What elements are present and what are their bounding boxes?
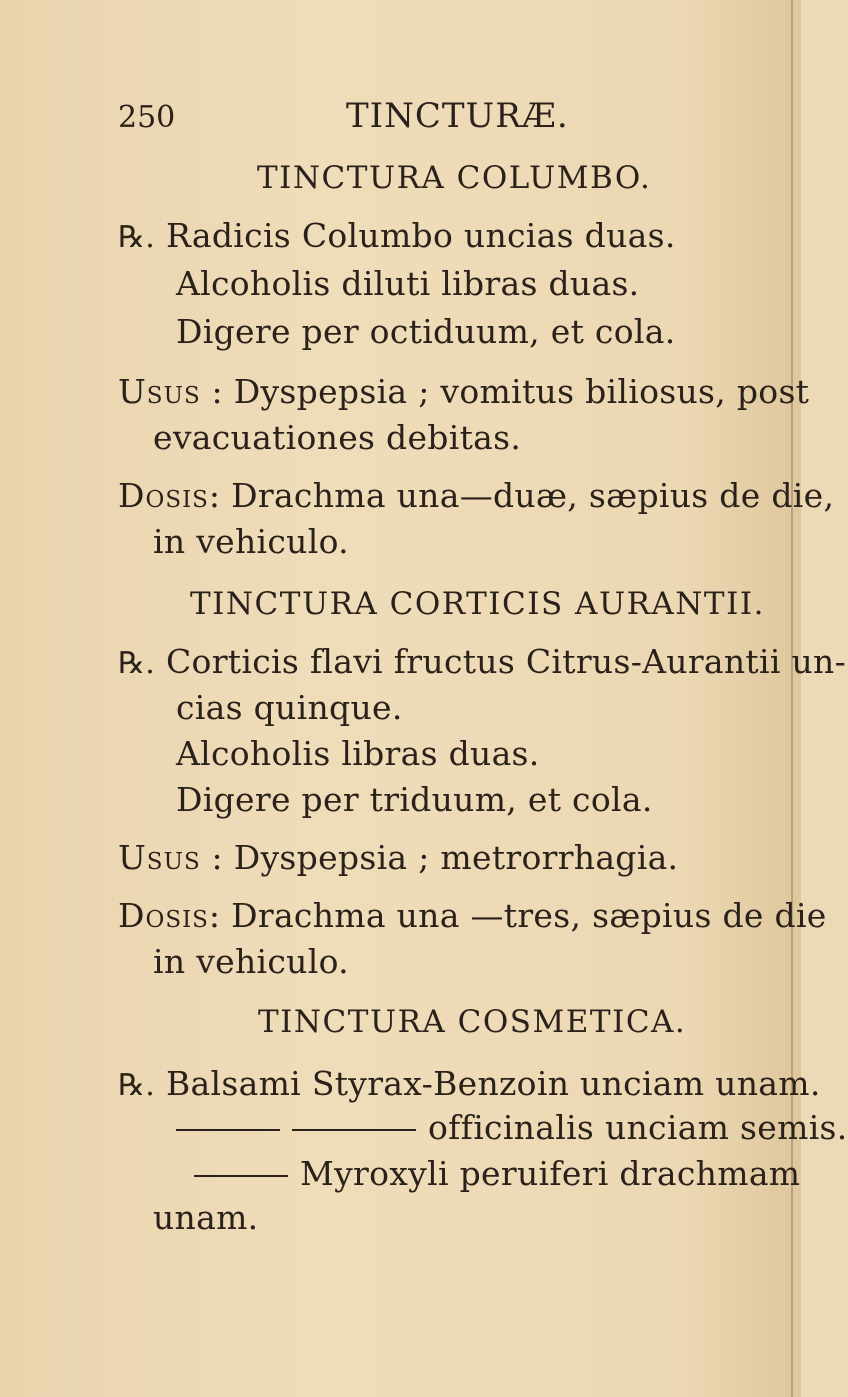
recipe-line: Alcoholis diluti libras duas. xyxy=(176,264,640,303)
running-title: TINCTURÆ. xyxy=(346,96,569,136)
usus-text: : Dyspepsia ; vomitus biliosus, post xyxy=(211,372,810,411)
recipe-text: Balsami Styrax-Benzoin unciam unam. xyxy=(166,1064,821,1103)
usus-text: : Dyspepsia ; metrorrhagia. xyxy=(211,838,679,877)
recipe-line xyxy=(194,1154,800,1194)
recipe-line: Digere per triduum, et cola. xyxy=(176,780,653,819)
recipe-text: Myroxyli peruiferi drachmam xyxy=(300,1154,801,1193)
section-heading-cosmetica: TINCTURA COSMETICA. xyxy=(258,1004,687,1040)
usus-continuation: evacuationes debitas. xyxy=(153,418,522,457)
dosis-text: : Drachma una—duæ, sæpius de die, xyxy=(208,476,835,515)
section-heading-aurantii: TINCTURA CORTICIS AURANTII. xyxy=(190,586,765,622)
dosis-continuation: in vehiculo. xyxy=(153,522,349,561)
recipe-line xyxy=(118,216,676,258)
dosis-label: Dosis xyxy=(118,896,209,935)
recipe-line: Digere per octiduum, et cola. xyxy=(176,312,676,351)
recipe-line: Alcoholis libras duas. xyxy=(176,734,540,773)
ditto-dash xyxy=(194,1175,288,1177)
dosis-label: Dosis xyxy=(118,476,209,515)
ditto-dash xyxy=(292,1129,416,1131)
rx-symbol: ℞. xyxy=(118,1068,156,1103)
page-number: 250 xyxy=(118,100,176,135)
usus-label: Usus xyxy=(118,838,201,877)
dosis-continuation: in vehiculo. xyxy=(153,942,349,981)
recipe-continuation: unam. xyxy=(153,1198,259,1237)
recipe-line: cias quinque. xyxy=(176,688,403,727)
rx-symbol: ℞. xyxy=(118,646,156,681)
dosis-line xyxy=(118,476,834,516)
ditto-dash xyxy=(176,1129,280,1131)
dosis-text: : Drachma una —tres, sæpius de die xyxy=(208,896,827,935)
dosis-line xyxy=(118,896,827,936)
recipe-line xyxy=(118,642,846,684)
recipe-text: Corticis flavi fructus Citrus-Aurantii un- xyxy=(166,642,847,681)
rx-symbol: ℞. xyxy=(118,220,156,255)
usus-line xyxy=(118,838,678,878)
usus-label: Usus xyxy=(118,372,201,411)
section-heading-columbo: TINCTURA COLUMBO. xyxy=(257,160,652,196)
recipe-text: officinalis unciam semis. xyxy=(428,1108,848,1147)
recipe-text: Radicis Columbo uncias duas. xyxy=(166,216,676,255)
recipe-line xyxy=(118,1064,821,1106)
recipe-line xyxy=(176,1108,848,1148)
usus-line xyxy=(118,372,809,412)
